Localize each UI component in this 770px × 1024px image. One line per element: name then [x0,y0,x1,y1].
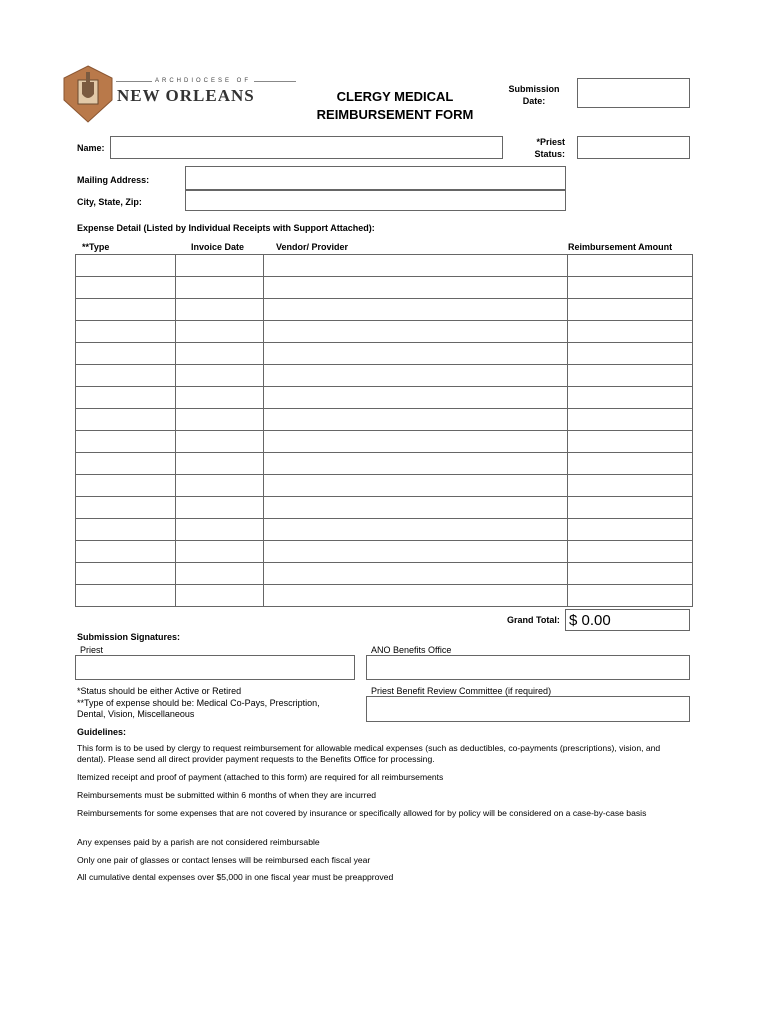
vendor-cell[interactable] [264,563,568,585]
review-committee-label: Priest Benefit Review Committee (if required) [371,686,552,696]
type-cell[interactable] [76,585,176,607]
guidelines-heading: Guidelines: [77,727,127,737]
expense-row [76,409,693,431]
expense-row [76,475,693,497]
coat-of-arms-icon [60,64,116,124]
invoice-date-cell[interactable] [176,519,264,541]
guideline-2: Itemized receipt and proof of payment (attached to this form) are required for all reimbursements [77,772,444,782]
benefits-office-label: ANO Benefits Office [371,645,452,655]
invoice-date-cell[interactable] [176,475,264,497]
vendor-cell[interactable] [264,431,568,453]
amount-cell[interactable] [568,475,693,497]
grand-total-field[interactable]: $ 0.00 [565,609,690,631]
amount-cell[interactable] [568,585,693,607]
invoice-date-cell[interactable] [176,255,264,277]
expense-table [75,254,693,607]
expense-row [76,519,693,541]
expense-row [76,277,693,299]
logo-org-big: NEW ORLEANS [117,86,255,105]
invoice-date-cell[interactable] [176,585,264,607]
priest-status-label-1: *Priest [536,137,565,147]
expense-row [76,365,693,387]
type-cell[interactable] [76,365,176,387]
type-note-1: **Type of expense should be: Medical Co-Pays, Prescription, [77,697,320,708]
expense-detail-heading: Expense Detail (Listed by Individual Receipts with Support Attached): [77,223,375,233]
amount-cell[interactable] [568,255,693,277]
invoice-date-cell[interactable] [176,299,264,321]
amount-cell[interactable] [568,519,693,541]
invoice-date-cell[interactable] [176,277,264,299]
city-state-zip-field[interactable] [185,190,566,211]
invoice-date-cell[interactable] [176,541,264,563]
benefits-office-signature-field[interactable] [366,655,690,680]
name-field[interactable] [110,136,503,159]
guideline-1: This form is to be used by clergy to request reimbursement for allowable medical expenses (such as deductibles, co-payments (prescriptions), vision, and dental). Please send all direct provider payment requests to the Benefits Office for processing. [77,743,661,764]
amount-cell[interactable] [568,299,693,321]
expense-row [76,343,693,365]
invoice-date-cell[interactable] [176,387,264,409]
col-amount: Reimbursement Amount [568,242,673,252]
priest-status-field[interactable] [577,136,690,159]
amount-cell[interactable] [568,277,693,299]
vendor-cell[interactable] [264,409,568,431]
invoice-date-cell[interactable] [176,431,264,453]
amount-cell[interactable] [568,453,693,475]
type-note-2: Dental, Vision, Miscellaneous [77,709,195,719]
status-note: *Status should be either Active or Retired [77,686,242,696]
vendor-cell[interactable] [264,365,568,387]
vendor-cell[interactable] [264,321,568,343]
col-vendor: Vendor/ Provider [276,242,349,252]
amount-cell[interactable] [568,431,693,453]
invoice-date-cell[interactable] [176,497,264,519]
vendor-cell[interactable] [264,475,568,497]
signatures-heading: Submission Signatures: [77,632,181,642]
city-state-zip-label: City, State, Zip: [77,197,142,207]
expense-row [76,299,693,321]
type-cell[interactable] [76,497,176,519]
grand-total-label: Grand Total: [507,615,560,625]
vendor-cell[interactable] [264,277,568,299]
type-cell[interactable] [76,277,176,299]
vendor-cell[interactable] [264,255,568,277]
expense-row [76,585,693,607]
archdiocese-logo [60,64,300,124]
priest-signature-field[interactable] [75,655,355,680]
invoice-date-cell[interactable] [176,409,264,431]
amount-cell[interactable] [568,321,693,343]
amount-cell[interactable] [568,343,693,365]
type-cell[interactable] [76,343,176,365]
amount-cell[interactable] [568,387,693,409]
type-cell[interactable] [76,453,176,475]
notes [77,686,320,721]
col-type: **Type [82,242,110,252]
guideline-6: Only one pair of glasses or contact lenses will be reimbursed each fiscal year [77,855,371,865]
type-cell[interactable] [76,409,176,431]
title-line-2: REIMBURSEMENT FORM [316,107,474,122]
type-cell[interactable] [76,475,176,497]
type-cell[interactable] [76,541,176,563]
amount-cell[interactable] [568,563,693,585]
guideline-7: All cumulative dental expenses over $5,000 in one fiscal year must be preapproved [77,872,394,882]
amount-cell[interactable] [568,409,693,431]
invoice-date-cell[interactable] [176,563,264,585]
type-cell[interactable] [76,563,176,585]
expense-row [76,497,693,519]
submission-date-label-1: Submission [508,84,560,94]
expense-row [76,387,693,409]
expense-row [76,431,693,453]
vendor-cell[interactable] [264,343,568,365]
submission-date-label-2: Date: [522,96,546,106]
form-title [305,88,485,124]
expense-row [76,255,693,277]
review-committee-signature-field[interactable] [366,696,690,722]
amount-cell[interactable] [568,541,693,563]
logo-org-small: ARCHDIOCESE OF [152,78,254,84]
type-cell[interactable] [76,431,176,453]
amount-cell[interactable] [568,497,693,519]
invoice-date-cell[interactable] [176,453,264,475]
vendor-cell[interactable] [264,387,568,409]
amount-cell[interactable] [568,365,693,387]
guideline-4: Reimbursements for some expenses that are not covered by insurance or specifically allowed for by policy will be considered on a case-by-case basis [77,808,647,818]
expense-row [76,453,693,475]
mailing-address-label: Mailing Address: [77,175,150,185]
expense-row [76,563,693,585]
vendor-cell[interactable] [264,519,568,541]
submission-date-field[interactable] [577,78,690,108]
col-invoice-date: Invoice Date [191,242,245,252]
mailing-address-field[interactable] [185,166,566,190]
type-cell[interactable] [76,519,176,541]
submission-date-label [500,83,568,107]
invoice-date-cell[interactable] [176,365,264,387]
guideline-5: Any expenses paid by a parish are not considered reimbursable [77,837,320,847]
priest-status-label-2: Status: [534,149,565,159]
vendor-cell[interactable] [264,585,568,607]
title-line-1: CLERGY MEDICAL [336,89,454,104]
priest-status-label [510,136,565,160]
name-label: Name: [77,143,105,153]
vendor-cell[interactable] [264,541,568,563]
priest-signature-label: Priest [80,645,104,655]
expense-row [76,321,693,343]
expense-row [76,541,693,563]
invoice-date-cell[interactable] [176,343,264,365]
type-cell[interactable] [76,299,176,321]
vendor-cell[interactable] [264,453,568,475]
type-cell[interactable] [76,387,176,409]
vendor-cell[interactable] [264,497,568,519]
type-cell[interactable] [76,255,176,277]
guideline-3: Reimbursements must be submitted within 6 months of when they are incurred [77,790,377,800]
type-cell[interactable] [76,321,176,343]
vendor-cell[interactable] [264,299,568,321]
invoice-date-cell[interactable] [176,321,264,343]
